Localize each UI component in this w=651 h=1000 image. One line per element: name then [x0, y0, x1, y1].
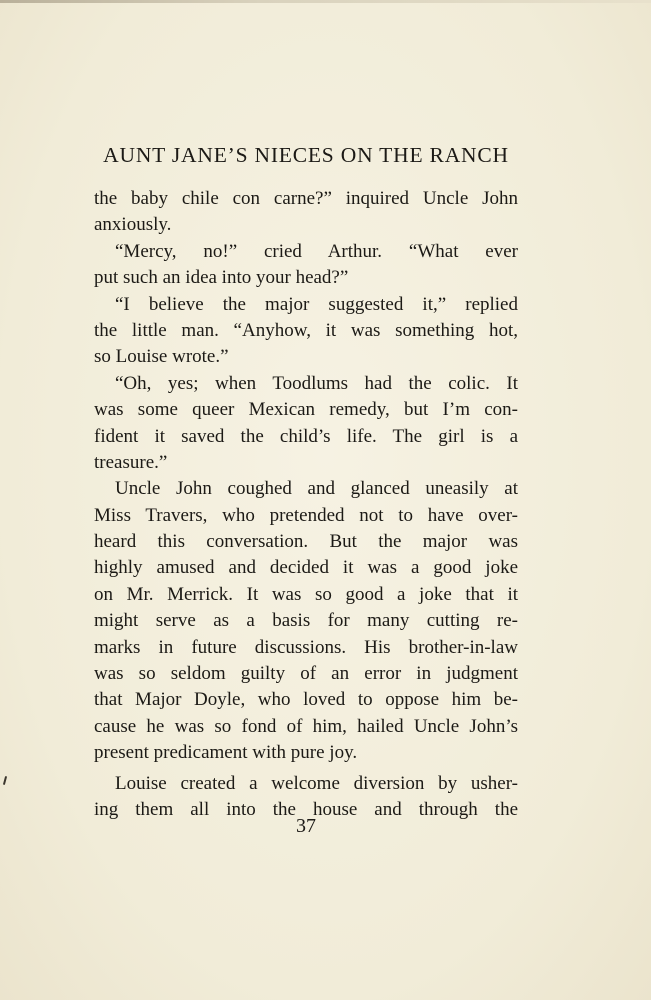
text-line: might serve as a basis for many cutting re- — [94, 610, 518, 632]
running-head: AUNT JANE’S NIECES ON THE RANCH — [103, 143, 509, 167]
body-text — [94, 186, 518, 823]
text-line: was some queer Mexican remedy, but I’m con- — [94, 399, 518, 421]
text-line: “I believe the major suggested it,” replied — [115, 293, 518, 315]
text-line: “Oh, yes; when Toodlums had the colic. It — [115, 372, 518, 394]
text-line: Uncle John coughed and glanced uneasily at — [115, 478, 518, 500]
text-line: so Louise wrote.” — [94, 346, 229, 368]
text-line: fident it saved the child’s life. The girl is a — [94, 425, 518, 447]
text-line: that Major Doyle, who loved to oppose him be- — [94, 689, 518, 711]
text-line: highly amused and decided it was a good joke — [94, 557, 518, 579]
text-line: marks in future discussions. His brother-in-law — [94, 636, 518, 658]
page-top-edge — [0, 0, 651, 3]
text-line: treasure.” — [94, 451, 168, 473]
page-number: 37 — [296, 815, 316, 837]
text-line: Miss Travers, who pretended not to have over- — [94, 504, 518, 526]
margin-ink-mark — [3, 776, 7, 785]
text-line: heard this conversation. But the major was — [94, 531, 518, 553]
text-line: cause he was so fond of him, hailed Uncle John’s — [94, 715, 518, 737]
text-line: was so seldom guilty of an error in judgment — [94, 663, 518, 685]
text-line: on Mr. Merrick. It was so good a joke that it — [94, 583, 518, 605]
text-line: the little man. “Anyhow, it was something hot, — [94, 319, 518, 341]
text-line: Louise created a welcome diversion by usher- — [115, 772, 518, 794]
text-line: present predicament with pure joy. — [94, 742, 358, 764]
text-line: ing them all into the house and through the — [94, 798, 518, 820]
text-line: anxiously. — [94, 214, 172, 236]
text-line: “Mercy, no!” cried Arthur. “What ever — [115, 240, 518, 262]
text-line: put such an idea into your head?” — [94, 267, 349, 289]
text-line: the baby chile con carne?” inquired Uncle John — [94, 188, 518, 209]
